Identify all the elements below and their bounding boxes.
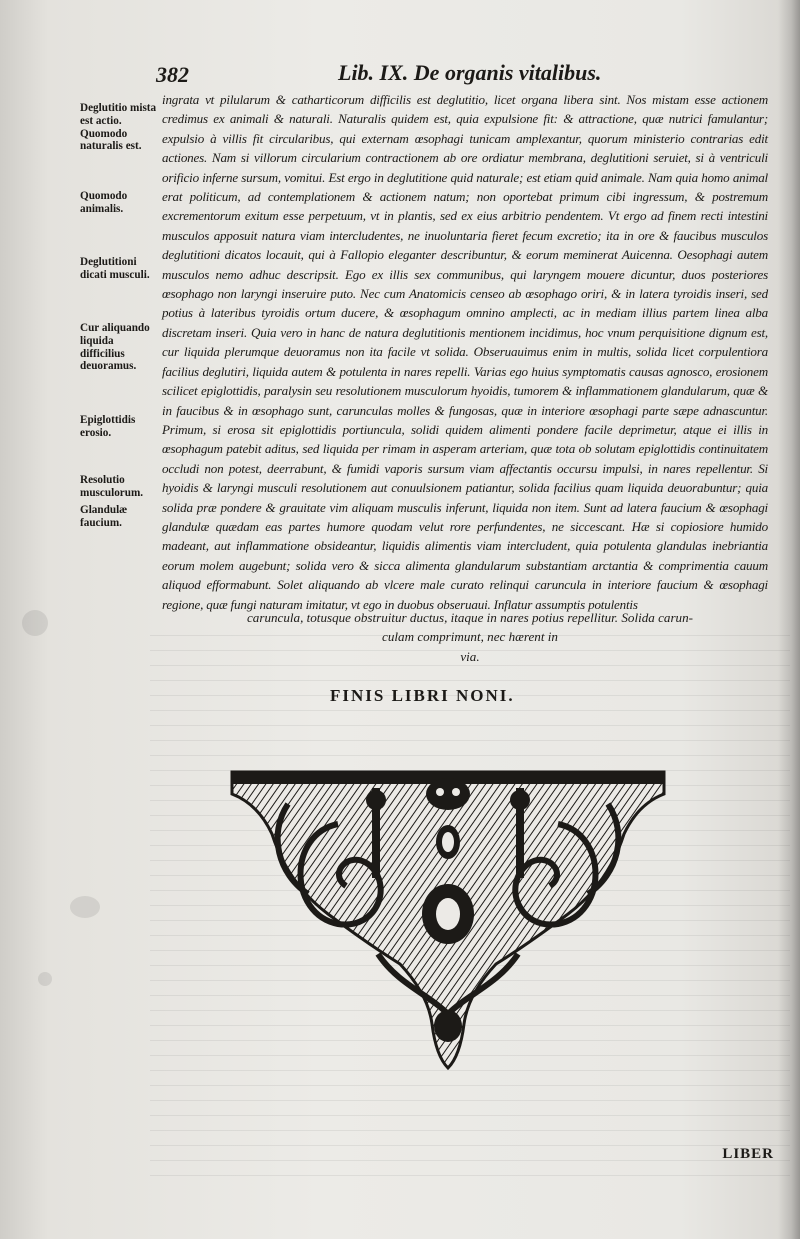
margin-note: Glandulæ faucium. bbox=[80, 504, 128, 529]
finis-heading: FINIS LIBRI NONI. bbox=[330, 686, 515, 705]
running-title: Lib. IX. De organis vitalibus. bbox=[338, 60, 602, 85]
text-tail bbox=[170, 608, 770, 666]
tail-line: caruncula, totusque obstruitur ductus, itaque in nares potius repellitur. Solida carun- bbox=[246, 610, 694, 625]
margin-note: Cur aliquando liquida difficilius deuoramus. bbox=[80, 322, 150, 373]
main-text bbox=[162, 90, 768, 614]
page-edge-shadow bbox=[778, 0, 800, 1239]
body-paragraph: ingrata vt pilularum & catharticorum difficilis est deglutitio, licet organa libera sint. Nos mistam esse actionem credimus ex animali & naturali. Naturalis quidem est, quia expulsione fit: & attractione, quæ nutrici famulantur; expulsio à villis fit circularibus, qui externam œsophagi tunicam amplexantur, quorum ministerio contrarias edit actiones. Nam si villorum circularium contractionem ab ore ordiatur membrana, deglutitioni seruiet, si à ventriculi orificio inferne sursum, vomitui. Est ergo in deglutitione quid naturale; est etiam quid animale. Nam quia homo animal erat politicum, ad contemplationem & actionem natum; non oportebat primum cibi ingressum, & postremum excrementorum exitum esse perpetuum, vt in plantis, sed ex eius arbitrio pendentem. Vt ergo ad finem recti intestini musculos apposuit natura viam intercludentes, ne inuoluntaria fieret fecum excretio; ita in ore & faucibus musculos deglutitioni dicatos locauit, qui à Fallopio eleganter describuntur, & eorum meminerat Auicenna. Oesophagi autem musculos nemo adhuc descripsit. Ego ex illis sex communibus, qui laryngem mouere dicuntur, duos posteriores œsophago non laryngi inseruire puto. Nec cum Anatomicis censeo ab œsophago oriri, & in latera tyroidis inseri, sed potius à lateribus tyroidis ortum ducere, & œsophagum omnino amplecti, ac in mediam illius partem linea alba discretam inseri. Quia vero in hanc de natura deglutitionis mentionem incidimus, hoc vnum perquisitione dignum est, cur liquida plerumque deuoramus non ita facile vt solida. Obseruauimus enim in multis, solida licet corpulentiora facilius deglutiri, liquida autem & potulenta in nares repelli. Varias ego huius symptomatis causas agnosco, erosionem scilicet epiglottidis, paralysin seu resolutionem musculorum hyoidis, tumorem & inflammationem glandularum, quæ & in faucibus & in œsophago sunt, carunculas molles & fungosas, quæ in interiore œsophagi parte sæpe adnascuntur. Primum, si erosa sit epiglottidis portiuncula, solidi quidem alimenti pondere facile deprimetur, atque ei illis in œsophagum patebit aditus, sed liquida per rimam in asperam arteriam, quæ tota ob solutam epiglottidis continuitatem occludi non potest, deerrabunt, & fumidi vaporis sursum viam affectantis occursu impulsi, in nares repellentur. Si hyoidis & laryngi musculi resolutionem aut conuulsionem patiantur, solida facilius quam liquida deuorabuntur; quia solida præ pondere & grauitate vim aliquam musculis inferunt, liquida non item. Sunt ad latera faucium & œsophagi glandulæ quædam eas partes humore quodam velut rore perfundentes, ne siccescant. Hæ si copiosiore humido madeant, aut inflammatione obsideantur, liquidis alimentis viam intercludent, quia potulenta glandulas inebriantia eorum molem augebunt; solida vero & sicca alimenta glandularum substantiam arctantia & comprimentia cauum aliquod efformabunt. Solet aliquando ab vlcere male curato relinqui caruncula in interiore faucium & œsophagi regione, quæ fungi naturam imitatur, vt ego in duobus obseruaui. Inflatur assumptis potulentis bbox=[162, 92, 768, 612]
margin-note: Quomodo animalis. bbox=[80, 190, 128, 215]
stain-mark bbox=[38, 972, 52, 986]
tail-line: culam comprimunt, nec hærent in bbox=[382, 629, 558, 645]
margin-note: Deglutitioni dicati musculi. bbox=[80, 256, 150, 281]
tail-line: via. bbox=[460, 648, 480, 664]
page-number: 382 bbox=[156, 62, 189, 87]
stain-mark bbox=[70, 896, 100, 918]
margin-note: Resolutio musculorum. bbox=[80, 474, 144, 499]
stain-mark bbox=[22, 610, 48, 636]
margin-note: Deglutitio mista est actio. Quomodo naturalis est. bbox=[80, 102, 157, 153]
margin-note: Epiglottidis erosio. bbox=[80, 414, 136, 439]
woodcut-tailpiece-ornament bbox=[228, 764, 668, 1074]
catchword: LIBER bbox=[722, 1146, 774, 1162]
page-header bbox=[152, 58, 602, 87]
